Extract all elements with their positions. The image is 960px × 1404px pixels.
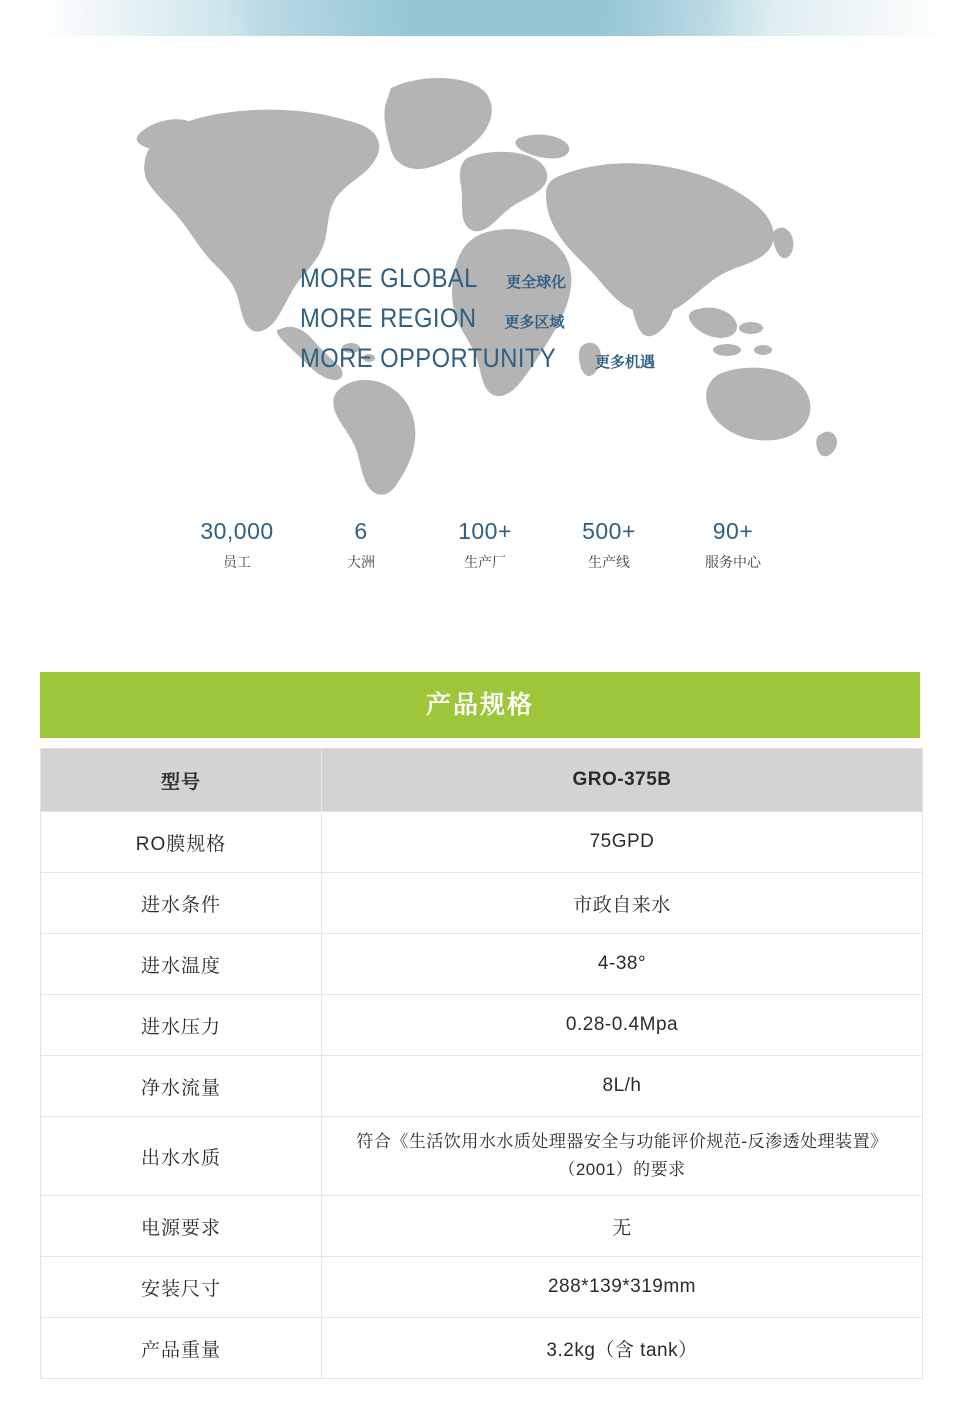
spec-value: 市政自来水 [573,894,671,916]
slogan-line [300,303,730,334]
spec-key: 出水水质 [41,1117,322,1196]
table-row [41,995,923,1056]
slogan-cn-1: 更全球化 [506,274,567,291]
slogan-line [300,343,730,374]
spec-title: 产品规格 [40,672,920,738]
spec-key: 进水压力 [41,995,322,1056]
banner-card [115,28,845,618]
stat-label: 生产厂 [464,554,506,570]
stat-value: 500+ [582,518,636,544]
stat-label: 生产线 [588,554,630,570]
stat-label: 大洲 [347,554,375,570]
stat-item-production-lines [547,518,671,572]
table-row [41,1318,923,1379]
spec-value: 3.2kg（含 tank） [546,1339,698,1361]
stat-value: 6 [354,518,368,544]
product-spec-section [40,672,920,1379]
slogan-en-1: MORE GLOBAL [300,263,478,293]
spec-value: 0.28-0.4Mpa [565,1014,679,1035]
table-row [41,934,923,995]
spec-value: 符合《生活饮用水水质处理器安全与功能评价规范-反渗透处理装置》（2001）的要求 [356,1132,888,1179]
spec-key: 安装尺寸 [41,1257,322,1318]
spec-value: 288*139*319mm [547,1276,697,1297]
spec-value: 8L/h [602,1075,642,1096]
table-row [41,1117,923,1196]
stat-label: 员工 [223,554,251,570]
spec-key: 进水条件 [41,873,322,934]
spec-key: 电源要求 [41,1196,322,1257]
spec-key: RO膜规格 [41,812,322,873]
spec-value: 无 [612,1217,632,1239]
table-row [41,1196,923,1257]
stat-value: 30,000 [200,518,274,544]
global-banner [0,0,960,640]
table-row [41,1056,923,1117]
spec-key: 净水流量 [41,1056,322,1117]
spec-key: 型号 [41,749,322,812]
spec-value: 75GPD [589,831,655,852]
slogan-block [300,263,730,383]
table-row [41,749,923,812]
slogan-line [300,263,730,294]
table-row [41,873,923,934]
stat-value: 90+ [712,518,754,544]
spec-value: 4-38° [597,953,647,974]
stat-label: 服务中心 [705,554,761,570]
stat-item-employees [175,518,299,572]
slogan-cn-2: 更多区域 [504,314,565,331]
slogan-en-3: MORE OPPORTUNITY [300,343,557,373]
spec-table [40,748,923,1379]
stat-value: 100+ [458,518,512,544]
spec-key: 产品重量 [41,1318,322,1379]
slogan-cn-3: 更多机遇 [595,354,656,371]
table-row [41,1257,923,1318]
spec-value: GRO-375B [322,749,923,812]
slogan-en-2: MORE REGION [300,303,477,333]
stat-item-continents [299,518,423,572]
stat-item-service-centers [671,518,795,572]
stat-item-factories [423,518,547,572]
table-row [41,812,923,873]
spec-key: 进水温度 [41,934,322,995]
stats-row [175,518,795,572]
